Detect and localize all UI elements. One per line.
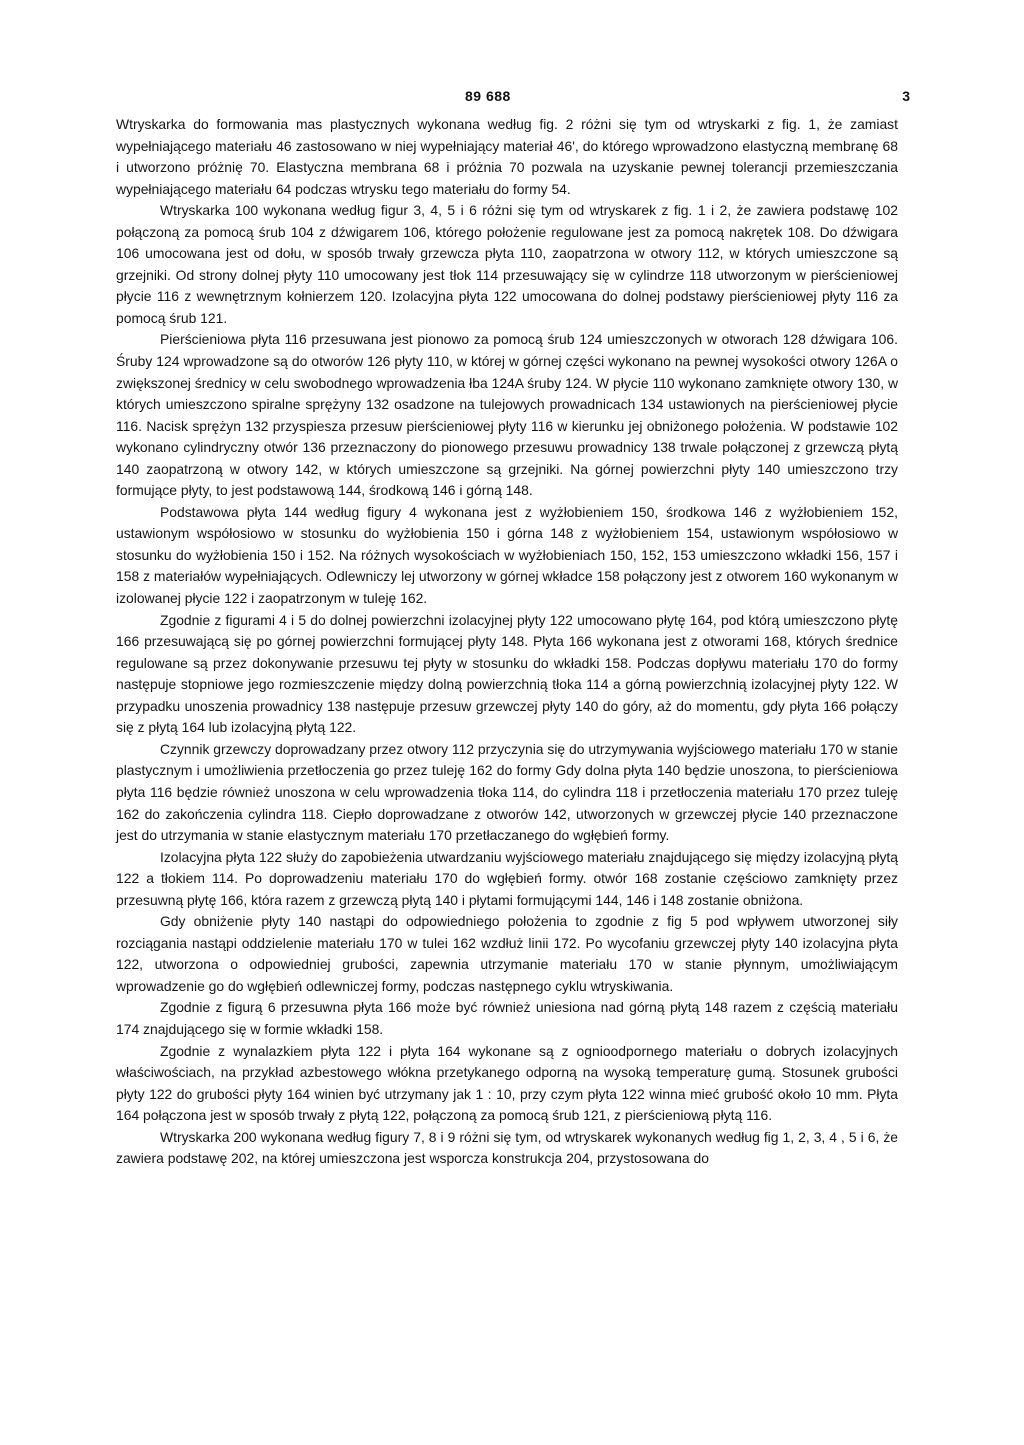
paragraph: Gdy obniżenie płyty 140 nastąpi do odpowiedniego położenia to zgodnie z fig 5 pod wpływem utworzonej siły rozciągania nastąpi oddzielenie materiału 170 w tulei 162 wzdłuż linii 172. Po wycofaniu grzewczej płyty 140 izolacyjna płyta 122, utworzona o odpowiedniej grubości, zapewnia utrzymanie materiału 170 w stanie płynnym, umożliwiającym wprowadzenie go do wgłębień odlewniczej formy, podczas następnego cyklu wtryskiwania. <box>116 913 898 994</box>
paragraph: Wtryskarka do formowania mas plastycznych wykonana według fig. 2 różni się tym od wtryskarki z fig. 1, że zamiast wypełniającego materiału 46 zastosowano w niej wypełniający materiał 46', do którego wprowadzono elastyczną membranę 68 i utworzono próżnię 70. Elastyczna membrana 68 i próżnia 70 pozwala na uzyskanie pewnej tolerancji przemieszczania wypełniającego materiału 64 podczas wtrysku tego materiału do formy 54. <box>116 116 898 197</box>
body-text <box>116 114 898 1170</box>
page-number: 3 <box>902 88 910 104</box>
paragraph: Zgodnie z figurami 4 i 5 do dolnej powierzchni izolacyjnej płyty 122 umocowano płytę 164, pod którą umieszczono płytę 166 przesuwającą się po górnej powierzchni formującej płyty 148. Płyta 166 wykonana jest z otworami 168, których średnice regulowane są przez dokonywanie przesuwu tej płyty w stosunku do wkładki 158. Podczas dopływu materiału 170 do formy następuje stopniowe jego rozmieszczenie między dolną powierzchnią tłoka 114 a górną powierzchnią izolacyjnej płyty 122. W przypadku unoszenia prowadnicy 138 następuje przesuw grzewczej płyty 140 do góry, aż do momentu, gdy płyta 166 połączy się z płytą 164 lub izolacyjną płytą 122. <box>116 611 898 736</box>
paragraph: Zgodnie z figurą 6 przesuwna płyta 166 może być również uniesiona nad górną płytą 148 razem z częścią materiału 174 znajdującego się w formie wkładki 158. <box>116 999 898 1037</box>
paragraph: Izolacyjna płyta 122 służy do zapobieżenia utwardzaniu wyjściowego materiału znajdującego się między izolacyjną płytą 122 a tłokiem 114. Po doprowadzeniu materiału 170 do wgłębień formy. otwór 168 zostanie częściowo zamknięty przez przesuwną płytę 166, która razem z grzewczą płytą 140 i płytami formującymi 144, 146 i 148 zostanie obniżona. <box>116 848 898 908</box>
patent-number: 89 688 <box>465 88 511 104</box>
paragraph: Wtryskarka 200 wykonana według figury 7, 8 i 9 różni się tym, od wtryskarek wykonanych według fig 1, 2, 3, 4 , 5 i 6, że zawiera podstawę 202, na której umieszczona jest wsporcza konstrukcja 204, przystosowana do <box>116 1128 898 1167</box>
paragraph: Podstawowa płyta 144 według figury 4 wykonana jest z wyżłobieniem 150, środkowa 146 z wyżłobieniem 152, ustawionym współosiowo w stosunku do wyżłobienia 150 i górna 148 z wyżłobieniem 154, ustawionym współosiowo w stosunku do wyżłobienia 150 i 152. Na różnych wysokościach w wyżłobieniach 150, 152, 153 umieszczono wkładki 156, 157 i 158 z materiałów wypełniających. Odlewniczy lej utworzony w górnej wkładce 158 połączony jest z otworem 160 wykonanym w izolowanej płycie 122 i zaopatrzonym w tuleję 162. <box>116 503 898 607</box>
paragraph: Wtryskarka 100 wykonana według figur 3, 4, 5 i 6 różni się tym od wtryskarek z fig. 1 i 2, że zawiera podstawę 102 połączoną za pomocą śrub 104 z dźwigarem 106, którego położenie regulowane jest za pomocą nakrętek 108. Do dźwigara 106 umocowana jest od dołu, w sposób trwały grzewcza płyta 110, zaopatrzona w otwory 112, w których umieszczone są grzejniki. Od strony dolnej płyty 110 umocowany jest tłok 114 przesuwający się w cylindrze 118 utworzonym w pierścieniowej płycie 116 z wewnętrznym kołnierzem 120. Izolacyjna płyta 122 umocowana do dolnej podstawy pierścieniowej płyty 116 za pomocą śrub 121. <box>116 202 898 326</box>
paragraph: Zgodnie z wynalazkiem płyta 122 i płyta 164 wykonane są z ognioodpornego materiału o dobrych izolacyjnych właściwościach, na przykład azbestowego włókna przetykanego odporną na wysoką temperaturę gumą. Stosunek grubości płyty 122 do grubości płyty 164 winien być utrzymany jak 1 : 10, przy czym płyta 122 winna mieć grubość około 10 mm. Płyta 164 połączona jest w sposób trwały z płytą 122, połączoną za pomocą śrub 121, z pierścieniową płytą 116. <box>116 1042 898 1124</box>
paragraph: Czynnik grzewczy doprowadzany przez otwory 112 przyczynia się do utrzymywania wyjściowego materiału 170 w stanie plastycznym i umożliwienia przetłoczenia go przez tuleję 162 do formy Gdy dolna płyta 140 będzie unoszona, to pierścieniowa płyta 116 będzie również unoszona w celu wprowadzenia tłoka 114, do cylindra 118 i przetłoczenia materiału 170 przez tuleję 162 do zakończenia cylindra 118. Ciepło doprowadzane z otworów 142, utworzonych w grzewczej płycie 140 przeznaczone jest do utrzymania w stanie elastycznym materiału 170 przetłaczanego do wgłębień formy. <box>116 740 898 844</box>
paragraph: Pierścieniowa płyta 116 przesuwana jest pionowo za pomocą śrub 124 umieszczonych w otworach 128 dźwigara 106. Śruby 124 wprowadzone są do otworów 126 płyty 110, w której w górnej części wykonano na pewnej wysokości otwory 126A o zwiększonej średnicy w celu swobodnego wprowadzenia łba 124A śruby 124. W płycie 110 wykonano zamknięte otwory 130, w których umieszczono spiralne sprężyny 132 osadzone na tulejowych prowadnicach 134 ustawionych na pierścieniowej płycie 116. Nacisk sprężyn 132 przyspiesza przesuw pierścieniowej płyty 116 w kierunku jej obniżonego położenia. W podstawie 102 wykonano cylindryczny otwór 136 przeznaczony do pionowego przesuwu prowadnicy 138 trwale połączonej z grzewczą płytą 140 zaopatrzoną w otwory 142, w których umieszczone są grzejniki. Na górnej powierzchni płyty 140 umieszczono trzy formujące płyty, to jest podstawową 144, środkową 146 i górną 148. <box>116 331 898 499</box>
